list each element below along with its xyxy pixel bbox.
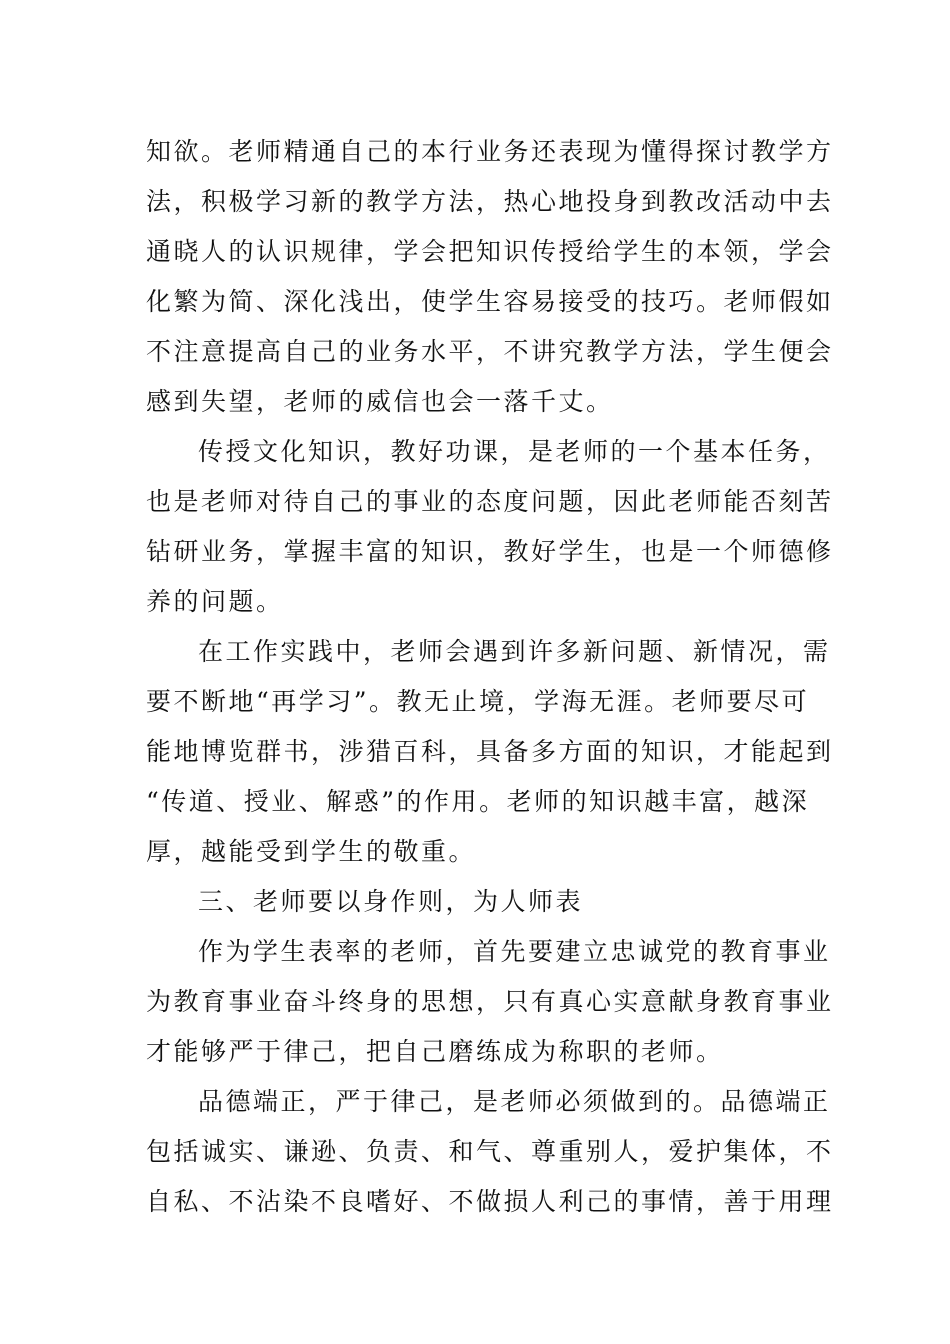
paragraph-2	[146, 427, 834, 627]
body-text	[146, 127, 834, 1227]
text-line: 钻研业务，掌握丰富的知识，教好学生，也是一个师德修	[146, 537, 834, 566]
text-line: 在工作实践中，老师会遇到许多新问题、新情况，需	[198, 637, 831, 666]
paragraph-4	[146, 927, 834, 1077]
text-line: 传授文化知识，教好功课，是老师的一个基本任务，	[198, 437, 831, 466]
text-line: 养的问题。	[146, 587, 284, 616]
text-line: 才能够严于律己，把自己磨练成为称职的老师。	[146, 1037, 724, 1066]
text-line: 法，积极学习新的教学方法，热心地投身到教改活动中去	[146, 187, 834, 216]
text-line: 要不断地“再学习”。教无止境，学海无涯。老师要尽可	[146, 687, 810, 716]
text-line: 厚，越能受到学生的敬重。	[146, 837, 477, 866]
section-heading	[146, 877, 806, 927]
paragraph-1	[146, 127, 834, 427]
text-line: 化繁为简、深化浅出，使学生容易接受的技巧。老师假如	[146, 287, 834, 316]
text-line: 能地博览群书，涉猎百科，具备多方面的知识，才能起到	[146, 737, 834, 766]
text-line: 为教育事业奋斗终身的思想，只有真心实意献身教育事业	[146, 987, 834, 1016]
text-line: 通晓人的认识规律，学会把知识传授给学生的本领，学会	[146, 237, 834, 266]
text-line: 包括诚实、谦逊、负责、和气、尊重别人，爱护集体，不	[146, 1137, 834, 1166]
text-line: 不注意提高自己的业务水平，不讲究教学方法，学生便会	[146, 337, 834, 366]
text-line: 也是老师对待自己的事业的态度问题，因此老师能否刻苦	[146, 487, 834, 516]
text-line: 自私、不沾染不良嗜好、不做损人利己的事情，善于用理	[146, 1187, 834, 1216]
text-line: 品德端正，严于律己，是老师必须做到的。品德端正	[198, 1087, 831, 1116]
paragraph-5	[146, 1077, 834, 1227]
text-line: 感到失望，老师的威信也会一落千丈。	[146, 387, 614, 416]
paragraph-3	[146, 627, 834, 877]
text-line: “传道、授业、解惑”的作用。老师的知识越丰富，越深	[146, 787, 810, 816]
text-line: 知欲。老师精通自己的本行业务还表现为懂得探讨教学方	[146, 137, 834, 166]
text-line: 作为学生表率的老师，首先要建立忠诚党的教育事业	[198, 937, 831, 966]
heading-line: 三、老师要以身作则，为人师表	[198, 887, 584, 916]
